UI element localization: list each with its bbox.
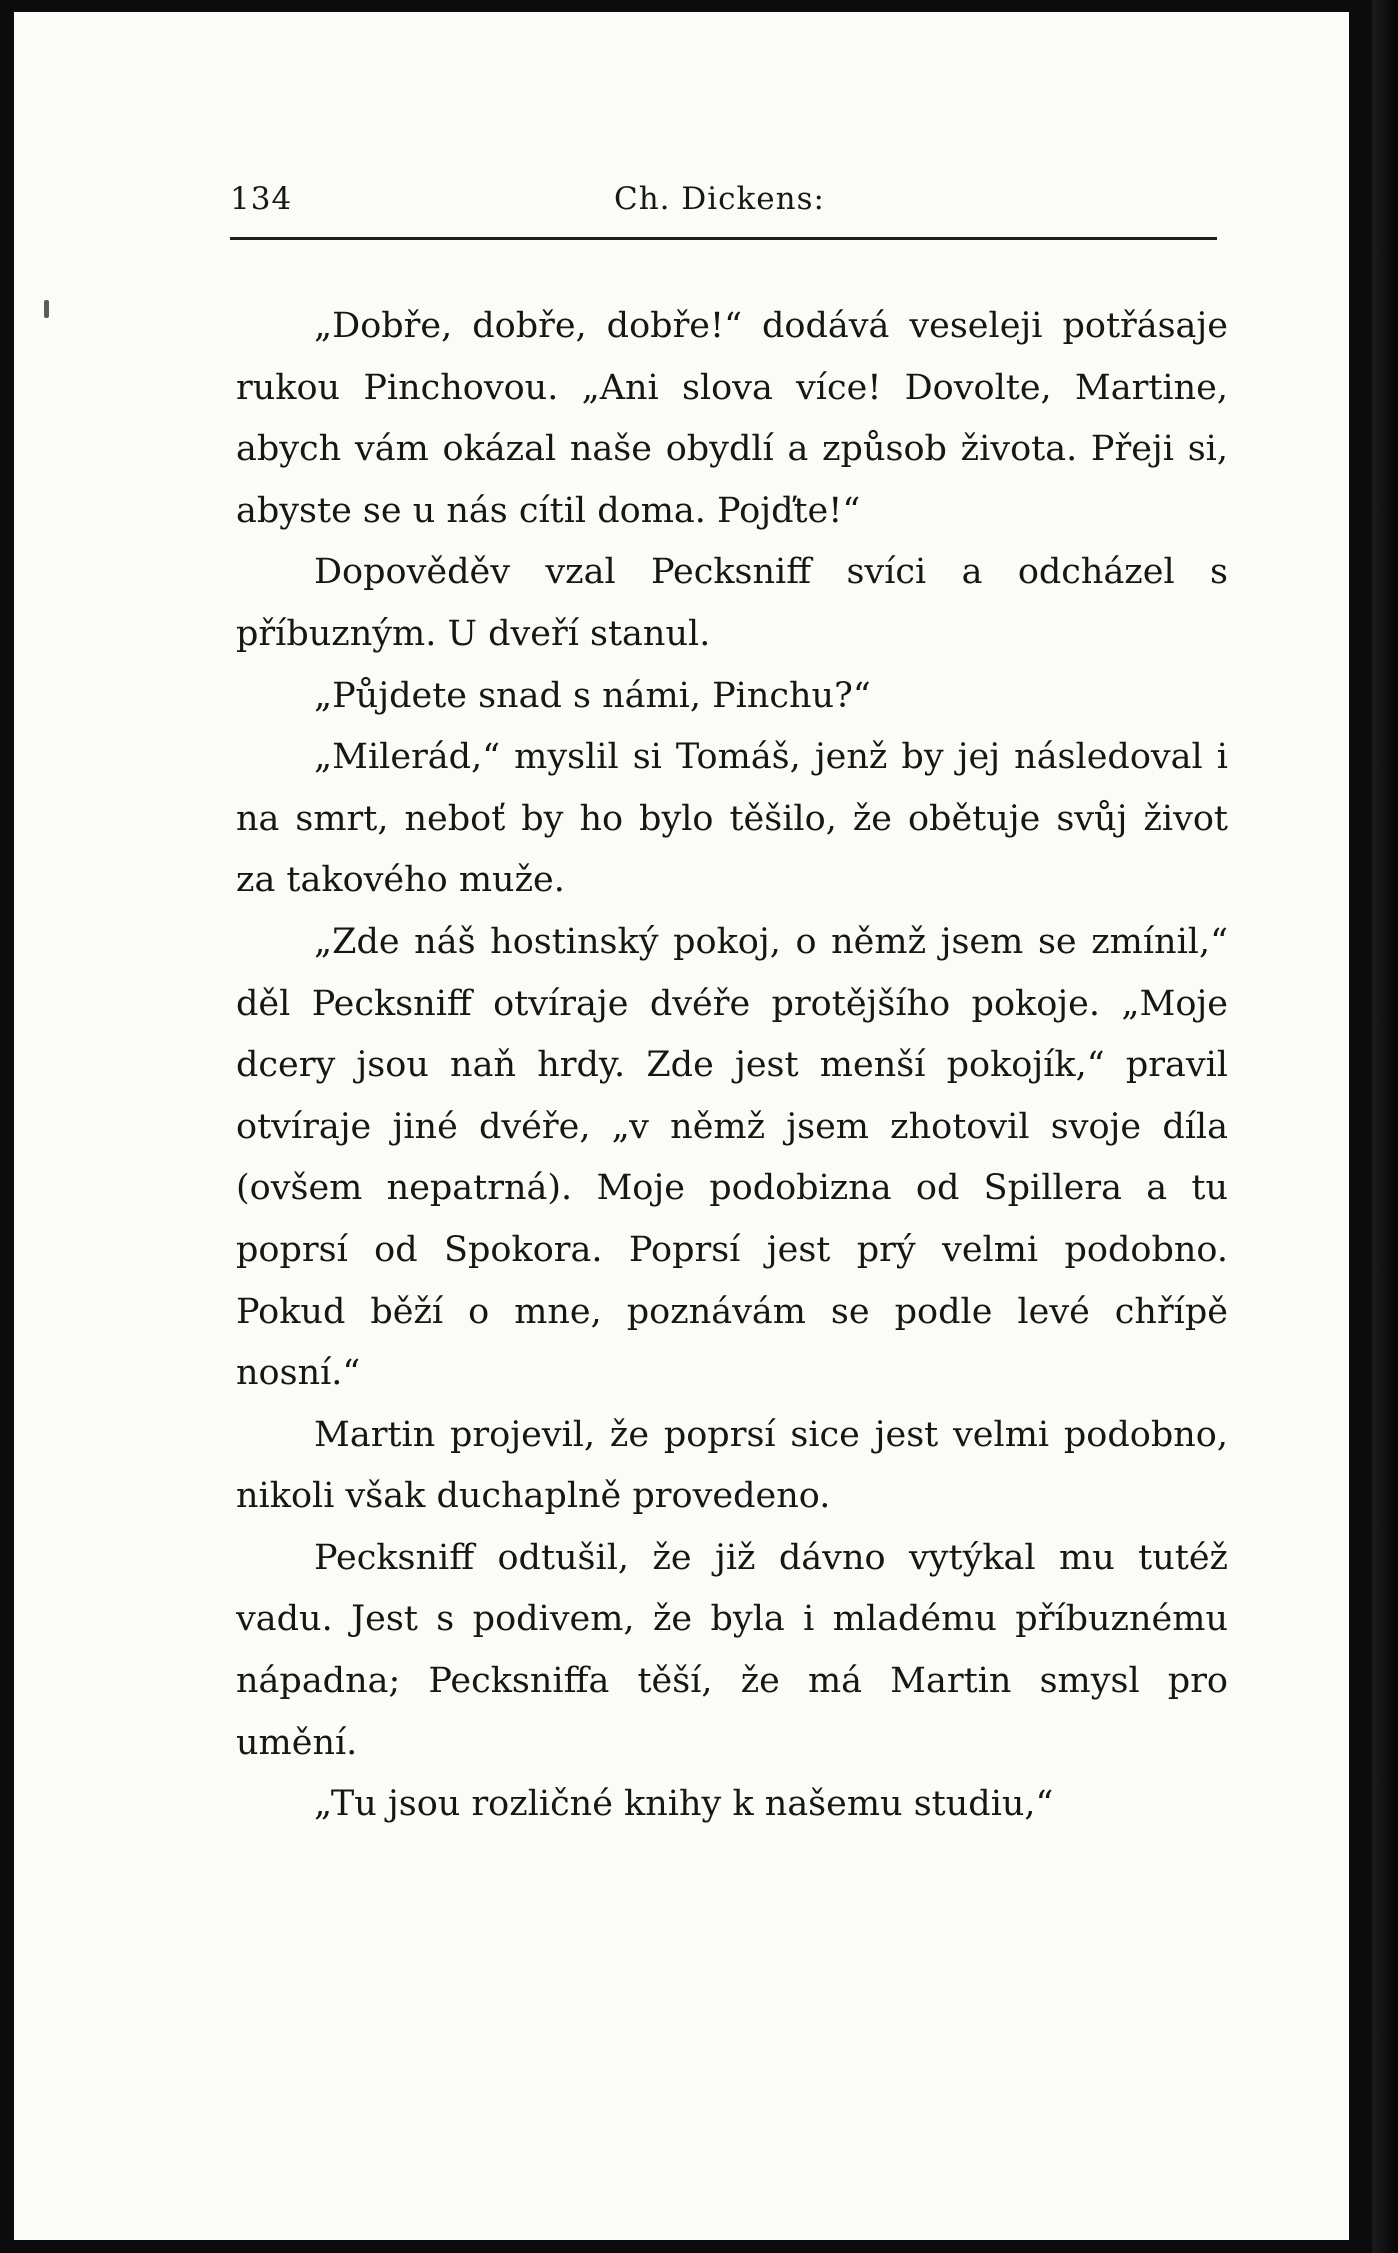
running-head: Ch. Dickens: xyxy=(614,181,825,217)
page-header xyxy=(230,181,1217,241)
body-text xyxy=(236,296,1228,1836)
paragraph: Martin projevil, že poprsí sice jest velmi podobno, nikoli však duchaplně provedeno. xyxy=(236,1414,1228,1517)
margin-mark xyxy=(44,300,49,318)
paragraph: „Milerád,“ myslil si Tomáš, jenž by jej následoval i na smrt, neboť by ho bylo těšilo, že obětuje svůj život za takového muže. xyxy=(236,737,1228,901)
page-edge-shadow xyxy=(1372,0,1398,2253)
paragraph: „Zde náš hostinský pokoj, o němž jsem se zmínil,“ děl Pecksniff otvíraje dvéře protějšího pokoje. „Moje dcery jsou naň hrdy. Zde jest menší pokojík,“ pravil otvíraje jiné dvéře, „v němž jsem zhotovil svoje díla (ovšem nepatrná). Moje podobizna od Spillera a tu poprsí od Spokora. Poprsí jest prý velmi podobno. Pokud běží o mne, poznávám se podle levé chřípě nosní.“ xyxy=(236,921,1228,1394)
page-number: 134 xyxy=(230,181,293,217)
paragraph: Dopověděv vzal Pecksniff svíci a odcházel s příbuzným. U dveří stanul. xyxy=(236,552,1228,654)
paragraph: Pecksniff odtušil, že již dávno vytýkal mu tutéž vadu. Jest s podivem, že byla i mladému příbuznému nápadna; Pecksniffa těší, že má Martin smysl pro umění. xyxy=(236,1537,1228,1763)
paragraph: „Dobře, dobře, dobře!“ dodává veseleji potřásaje rukou Pinchovou. „Ani slova více! Dovolte, Martine, abych vám okázal naše obydlí a způsob života. Přeji si, abyste se u nás cítil doma. Pojďte!“ xyxy=(236,306,1228,531)
header-rule xyxy=(230,237,1217,240)
paragraph: „Půjdete snad s námi, Pinchu?“ xyxy=(314,675,871,716)
paragraph: „Tu jsou rozličné knihy k našemu studiu,“ xyxy=(314,1784,1054,1825)
